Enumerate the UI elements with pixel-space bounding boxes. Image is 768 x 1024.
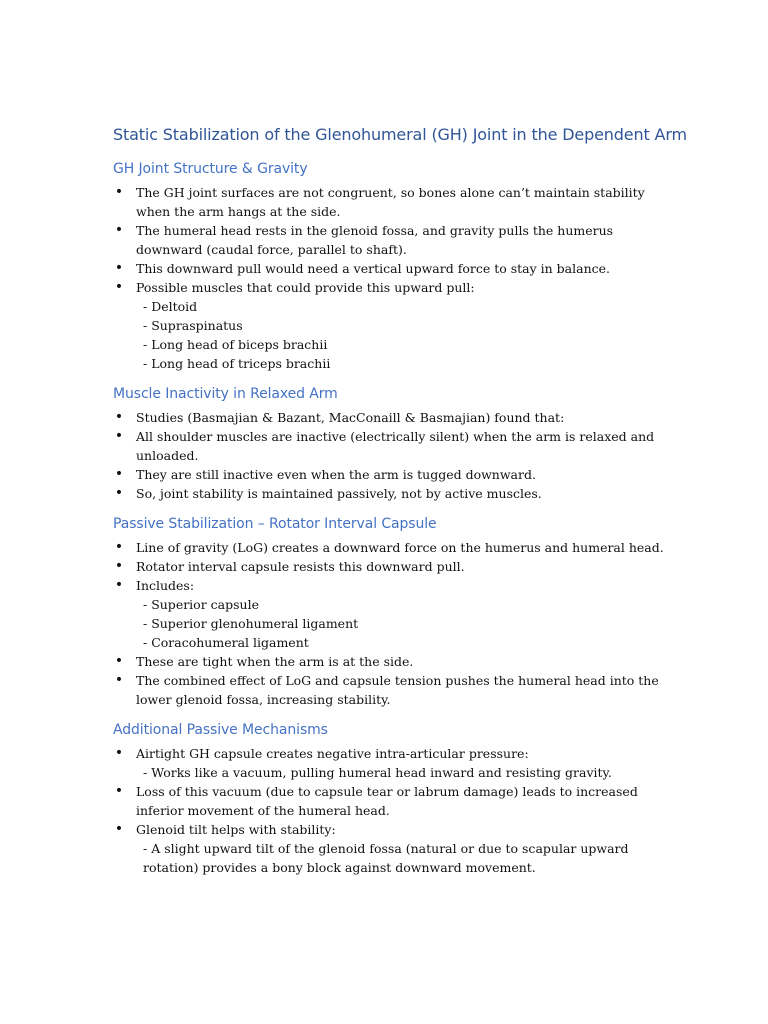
bullet-icon: •: [114, 222, 124, 238]
list-item-text: Line of gravity (LoG) creates a downward force on the humerus and humeral head.: [136, 540, 664, 555]
sub-item: - Works like a vacuum, pulling humeral head inward and resisting gravity.: [143, 765, 612, 780]
list-item: [113, 278, 673, 373]
bullet-icon: •: [114, 653, 124, 669]
list-item-text: The humeral head rests in the glenoid fossa, and gravity pulls the humerus downward (caudal force, parallel to shaft).: [136, 223, 614, 257]
list-item: [113, 183, 673, 221]
bullet-icon: •: [114, 466, 124, 482]
list-item-text: They are still inactive even when the arm is tugged downward.: [136, 467, 536, 482]
list-item: [113, 427, 673, 465]
section-heading: Muscle Inactivity in Relaxed Arm: [113, 386, 338, 402]
list-item: [113, 259, 673, 278]
section-heading: Passive Stabilization – Rotator Interval Capsule: [113, 516, 437, 532]
list-item: [113, 671, 673, 709]
bullet-icon: •: [114, 783, 124, 799]
document-content: [113, 124, 687, 889]
list-item-text: Rotator interval capsule resists this downward pull.: [136, 559, 465, 574]
list-item-text: So, joint stability is maintained passively, not by active muscles.: [136, 486, 542, 501]
bullet-icon: •: [114, 577, 124, 593]
list-item: [113, 652, 673, 671]
sub-item: - Supraspinatus: [143, 318, 243, 333]
list-item-text: The combined effect of LoG and capsule tension pushes the humeral head into the lower glenoid fossa, increasing stability.: [136, 673, 659, 707]
list-item-text: Studies (Basmajian & Bazant, MacConaill & Basmajian) found that:: [136, 410, 565, 425]
list-item: [113, 820, 673, 877]
sub-item: - Long head of biceps brachii: [143, 337, 328, 352]
list-item-text: Possible muscles that could provide this upward pull:: [136, 280, 475, 295]
bullet-list: [113, 744, 673, 877]
list-item-text: These are tight when the arm is at the side.: [136, 654, 414, 669]
bullet-icon: •: [114, 672, 124, 688]
bullet-icon: •: [114, 485, 124, 501]
list-item-text: The GH joint surfaces are not congruent, so bones alone can’t maintain stability when the arm hangs at the side.: [136, 185, 645, 219]
bullet-icon: •: [114, 279, 124, 295]
bullet-list: [113, 183, 673, 373]
bullet-icon: •: [114, 428, 124, 444]
bullet-icon: •: [114, 409, 124, 425]
sub-item: - Superior glenohumeral ligament: [143, 616, 359, 631]
list-item: [113, 782, 673, 820]
list-item: [113, 557, 673, 576]
list-item-text: This downward pull would need a vertical upward force to stay in balance.: [136, 261, 610, 276]
sub-item: - Deltoid: [143, 299, 198, 314]
section: [113, 160, 673, 373]
sub-item: - Long head of triceps brachii: [143, 356, 331, 371]
section: [113, 721, 673, 877]
section-heading: GH Joint Structure & Gravity: [113, 161, 308, 177]
sub-item: - A slight upward tilt of the glenoid fossa (natural or due to scapular upward rotation) provides a bony block against downward movement.: [143, 841, 629, 875]
sub-item: - Coracohumeral ligament: [143, 635, 309, 650]
list-item: [113, 484, 673, 503]
bullet-list: [113, 538, 673, 709]
sections-container: [113, 160, 673, 877]
bullet-icon: •: [114, 821, 124, 837]
list-item: [113, 408, 673, 427]
list-item: [113, 744, 673, 782]
list-item-text: All shoulder muscles are inactive (electrically silent) when the arm is relaxed and unloaded.: [136, 429, 655, 463]
section: [113, 385, 673, 503]
list-item: [113, 538, 673, 557]
bullet-icon: •: [114, 184, 124, 200]
list-item: [113, 576, 673, 652]
list-item-text: Loss of this vacuum (due to capsule tear or labrum damage) leads to increased inferior movement of the humeral head.: [136, 784, 638, 818]
bullet-icon: •: [114, 558, 124, 574]
list-item-text: Airtight GH capsule creates negative intra-articular pressure:: [136, 746, 529, 761]
list-item-text: Glenoid tilt helps with stability:: [136, 822, 336, 837]
bullet-list: [113, 408, 673, 503]
bullet-icon: •: [114, 745, 124, 761]
sub-item: - Superior capsule: [143, 597, 259, 612]
document-title: Static Stabilization of the Glenohumeral (GH) Joint in the Dependent Arm: [113, 125, 687, 144]
list-item: [113, 465, 673, 484]
section: [113, 515, 673, 709]
list-item-text: Includes:: [136, 578, 195, 593]
section-heading: Additional Passive Mechanisms: [113, 722, 328, 738]
bullet-icon: •: [114, 539, 124, 555]
list-item: [113, 221, 673, 259]
bullet-icon: •: [114, 260, 124, 276]
